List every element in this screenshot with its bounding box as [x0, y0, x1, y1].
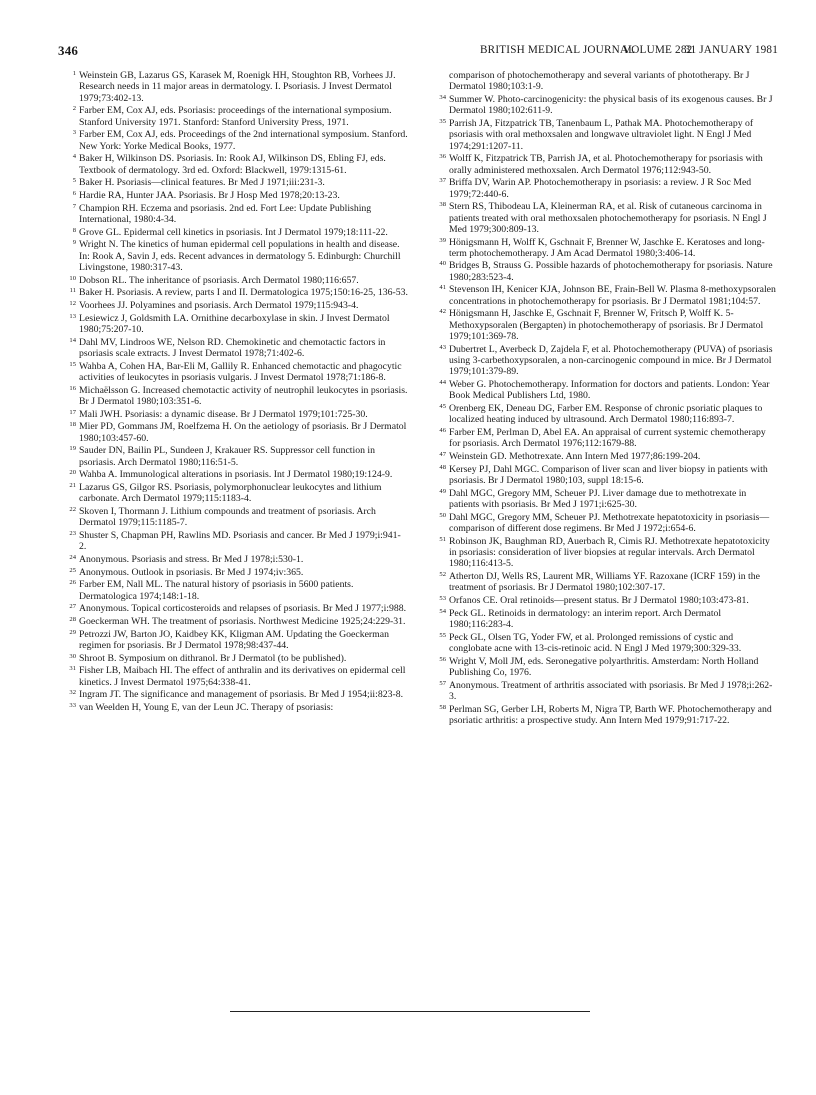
reference-text: Wolff K, Fitzpatrick TB, Parrish JA, et al. Photochemotherapy for psoriasis with orally administered methoxsalen. Arch Dermatol 1976;112:943-50. — [449, 153, 763, 176]
reference-item — [428, 94, 778, 117]
reference-number: 24 — [69, 553, 76, 561]
reference-text: Hardie RA, Hunter JAA. Psoriasis. Br J Hosp Med 1978;20:13-23. — [79, 189, 340, 201]
reference-number: 10 — [69, 274, 76, 282]
reference-item — [58, 239, 408, 273]
reference-number: 46 — [439, 426, 446, 434]
reference-text: Shroot B. Symposium on dithranol. Br J Dermatol (to be published). — [79, 652, 347, 664]
reference-text: Baker H, Wilkinson DS. Psoriasis. In: Rook AJ, Wilkinson DS, Ebling FJ, eds. Textbook of dermatology. 3rd ed. Oxford: Blackwell, 1979:1315-61. — [79, 153, 386, 176]
reference-item — [428, 512, 778, 535]
reference-number: 33 — [69, 701, 76, 709]
reference-number: 32 — [69, 689, 76, 697]
reference-item — [58, 300, 408, 311]
reference-text: Wahba A, Cohen HA, Bar-Eli M, Gallily R. Enhanced chemotactic and phagocytic activities of leukocytes in psoriasis vulgaris. J Invest Dermatol 1978;71:186-8. — [79, 360, 402, 383]
reference-item — [58, 421, 408, 444]
reference-item — [428, 680, 778, 703]
reference-item — [58, 129, 408, 152]
reference-item — [58, 603, 408, 614]
reference-item — [428, 427, 778, 450]
reference-text: Dahl MV, Lindroos WE, Nelson RD. Chemokinetic and chemotactic factors in psoriasis scale extracts. J Invest Dermatol 1978;71:402-6. — [79, 336, 386, 359]
reference-number: 35 — [439, 117, 446, 125]
reference-item — [58, 653, 408, 664]
reference-item — [428, 177, 778, 200]
reference-number: 58 — [439, 703, 446, 711]
reference-text: Anonymous. Psoriasis and stress. Br Med J 1978;i:530-1. — [79, 553, 304, 565]
reference-item — [428, 284, 778, 307]
reference-item — [58, 554, 408, 565]
reference-text: Baker H. Psoriasis. A review, parts I and II. Dermatologica 1975;150:16-25, 136-53. — [79, 287, 408, 299]
reference-item — [58, 361, 408, 384]
reference-item — [58, 579, 408, 602]
reference-number: 9 — [72, 239, 76, 247]
reference-text: Lazarus GS, Gilgor RS. Psoriasis, polymorphonuclear leukocytes and lithium carbonate. Arch Dermatol 1979;115:1183-4. — [79, 481, 382, 505]
reference-text: Weinstein GB, Lazarus GS, Karasek M, Roenigk HH, Stoughton RB, Vorhees JJ. Research needs in 11 major areas in dermatology. I. Psoriasis. J Invest Dermatol 1979;73:402-13. — [79, 70, 396, 104]
reference-text: Goeckerman WH. The treatment of psoriasis. Northwest Medicine 1925;24:229-31. — [79, 615, 406, 627]
reference-number: 19 — [69, 445, 76, 453]
reference-number: 47 — [439, 450, 446, 458]
reference-number: 31 — [69, 665, 76, 673]
reference-text: Kersey PJ, Dahl MGC. Comparison of liver scan and liver biopsy in patients with psoriasis. Br J Dermatol 1980;103, suppl 18:15-6. — [449, 463, 768, 486]
reference-item — [58, 227, 408, 238]
reference-item — [58, 105, 408, 128]
reference-text: Peck GL, Olsen TG, Yoder FW, et al. Prolonged remissions of cystic and conglobate acne with 13-cis-retinoic acid. N Engl J Med 1979;300:329-33. — [449, 631, 742, 654]
reference-text: Peck GL. Retinoids in dermatology: an interim report. Arch Dermatol 1980;116:283-4. — [449, 607, 722, 630]
reference-text: Sauder DN, Bailin PL, Sundeen J, Krakauer RS. Suppressor cell function in psoriasis. Arch Dermatol 1980;116:51-5. — [79, 445, 375, 468]
reference-item — [428, 536, 778, 570]
reference-number: 18 — [69, 421, 76, 429]
issue-date: 31 JANUARY 1981 — [684, 44, 778, 56]
reference-number: 51 — [439, 535, 446, 543]
reference-number: 42 — [439, 308, 446, 316]
reference-text: Grove GL. Epidermal cell kinetics in psoriasis. Int J Dermatol 1979;18:111-22. — [79, 226, 388, 238]
reference-item — [428, 237, 778, 260]
end-rule — [230, 1011, 590, 1012]
reference-text: Shuster S, Chapman PH, Rawlins MD. Psoriasis and cancer. Br Med J 1979;i:941-2. — [79, 529, 401, 553]
reference-item — [58, 385, 408, 408]
reference-text: Champion RH. Eczema and psoriasis. 2nd ed. Fort Lee: Update Publishing International, 1980:4-34. — [79, 202, 372, 225]
reference-number: 40 — [439, 260, 446, 268]
reference-text: Bridges B, Strauss G. Possible hazards of photochemotherapy for psoriasis. Nature 1980;283:523-4. — [449, 260, 773, 283]
reference-text: Perlman SG, Gerber LH, Roberts M, Nigra TP, Barth WF. Photochemotherapy and psoriatic arthritis: a prospective study. Ann Intern Med 1979;91:717-22. — [449, 703, 772, 726]
reference-text: Wright V, Moll JM, eds. Seronegative polyarthritis. Amsterdam: North Holland Publishing Co, 1976. — [449, 655, 759, 678]
reference-item — [58, 530, 408, 553]
reference-text: comparison of photochemotherapy and several variants of phototherapy. Br J Dermatol 1980;103:1-9. — [449, 70, 750, 93]
reference-number: 14 — [69, 336, 76, 344]
reference-text: Orfanos CE. Oral retinoids—present status. Br J Dermatol 1980;103:473-81. — [449, 594, 749, 606]
reference-item — [58, 203, 408, 226]
reference-number: 12 — [69, 299, 76, 307]
reference-text: Voorhees JJ. Polyamines and psoriasis. Arch Dermatol 1979;115:943-4. — [79, 299, 359, 311]
reference-number: 36 — [439, 153, 446, 161]
reference-text: Briffa DV, Warin AP. Photochemotherapy in psoriasis: a review. J R Soc Med 1979;72:440-6. — [449, 177, 752, 200]
reference-item — [58, 153, 408, 176]
reference-number: 37 — [439, 177, 446, 185]
reference-text: Dobson RL. The inheritance of psoriasis. Arch Dermatol 1980;116:657. — [79, 274, 359, 286]
reference-text: Farber EM, Perlman D, Abel EA. An appraisal of current systemic chemotherapy for psoriasis. Arch Dermatol 1976;112:1679-88. — [449, 426, 766, 450]
reference-text: Farber EM, Cox AJ, eds. Psoriasis: proceedings of the international symposium. Stanford University 1971. Stanford: Stanford University Press, 1971. — [79, 105, 392, 128]
journal-title: BRITISH MEDICAL JOURNAL — [480, 44, 636, 56]
reference-item — [58, 70, 408, 104]
reference-text: Weinstein GD. Methotrexate. Ann Intern Med 1977;86:199-204. — [449, 450, 701, 462]
reference-number: 4 — [72, 153, 76, 161]
reference-number: 21 — [69, 481, 76, 489]
reference-text: Anonymous. Topical corticosteroids and relapses of psoriasis. Br Med J 1977;i:988. — [79, 603, 407, 615]
reference-item — [58, 482, 408, 505]
reference-number: 5 — [72, 177, 76, 185]
reference-item — [58, 177, 408, 188]
reference-item — [58, 275, 408, 286]
reference-number: 28 — [69, 615, 76, 623]
reference-number: 27 — [69, 603, 76, 611]
reference-number: 26 — [69, 579, 76, 587]
reference-item — [428, 153, 778, 176]
reference-item — [58, 445, 408, 468]
reference-text: Michaëlsson G. Increased chemotactic activity of neutrophil leukocytes in psoriasis. Br J Dermatol 1980;103:351-6. — [79, 384, 408, 407]
reference-item — [428, 656, 778, 679]
reference-item — [58, 702, 408, 713]
reference-item — [428, 201, 778, 235]
reference-number: 52 — [439, 570, 446, 578]
reference-item — [428, 595, 778, 606]
reference-item — [58, 287, 408, 298]
reference-number: 16 — [69, 384, 76, 392]
reference-item — [428, 488, 778, 511]
reference-item — [428, 308, 778, 342]
reference-item — [58, 629, 408, 652]
reference-number: 53 — [439, 594, 446, 602]
reference-number: 50 — [439, 511, 446, 519]
reference-text: Anonymous. Outlook in psoriasis. Br Med J 1974;iv:365. — [79, 566, 304, 578]
reference-number: 25 — [69, 566, 76, 574]
reference-item — [428, 632, 778, 655]
reference-item — [58, 506, 408, 529]
reference-number: 29 — [69, 628, 76, 636]
reference-item — [428, 571, 778, 594]
reference-number: 48 — [439, 463, 446, 471]
reference-item — [428, 379, 778, 402]
reference-number: 38 — [439, 201, 446, 209]
reference-text: van Weelden H, Young E, van der Leun JC. Therapy of psoriasis: — [79, 701, 334, 713]
reference-text: Wahba A. Immunological alterations in psoriasis. Int J Dermatol 1980;19:124-9. — [79, 469, 393, 481]
reference-text: Summer W. Photo-carcinogenicity: the physical basis of its exogenous causes. Br J Dermatol 1980;102:611-9. — [449, 93, 773, 117]
reference-text: Dubertret L, Averbeck D, Zajdela F, et al. Photochemotherapy (PUVA) of psoriasis using 3-carbethoxypsoralen, a non-carcinogenic compound in mice. Br J Dermatol 1979;101:379-89. — [449, 343, 773, 378]
reference-text: Fisher LB, Maibach HI. The effect of anthralin and its derivatives on epidermal cell kinetics. J Invest Dermatol 1975;64:338-41. — [79, 665, 406, 688]
reference-text: Hönigsmann H, Jaschke E, Gschnait F, Brenner W, Fritsch P, Wolff K. 5-Methoxypsoralen (Bergapten) in photochemotherapy of psoriasis. Br J Dermatol 1979;101:369-78. — [449, 308, 764, 343]
reference-number: 13 — [69, 312, 76, 320]
reference-text: Hönigsmann H, Wolff K, Gschnait F, Brenner W, Jaschke E. Keratoses and long-term photochemotherapy. J Am Acad Dermatol 1980;3:406-14. — [449, 236, 765, 259]
reference-text: Parrish JA, Fitzpatrick TB, Tanenbaum L, Pathak MA. Photochemotherapy of psoriasis with oral methoxsalen and longwave ultraviolet light. N Engl J Med 1974;291:1207-11. — [449, 117, 754, 152]
reference-number: 45 — [439, 403, 446, 410]
reference-text: Anonymous. Treatment of arthritis associated with psoriasis. Br Med J 1978;i:262-3. — [449, 679, 773, 702]
reference-text: Farber EM, Cox AJ, eds. Proceedings of the 2nd international symposium. Stanford. New York: Yorke Medical Books, 1977. — [79, 129, 408, 152]
reference-text: Stevenson IH, Kenicer KJA, Johnson BE, Frain-Bell W. Plasma 8-methoxypsoralen concentrations in photochemotherapy for psoriasis. Br J Dermatol 1981;104:57. — [449, 284, 776, 307]
reference-item — [428, 464, 778, 487]
reference-number: 30 — [69, 652, 76, 660]
running-header — [58, 44, 778, 60]
reference-number: 34 — [439, 93, 446, 101]
reference-number: 22 — [69, 505, 76, 513]
reference-number: 56 — [439, 655, 446, 663]
reference-item — [58, 616, 408, 627]
page-number: 346 — [58, 43, 79, 58]
reference-text: Orenberg EK, Deneau DG, Farber EM. Response of chronic psoriatic plaques to localized heating induced by ultrasound. Arch Dermatol 1980;116:893-7. — [449, 403, 763, 426]
reference-number: 17 — [69, 408, 76, 416]
reference-text: Robinson JK, Baughman RD, Auerbach R, Cimis RJ. Methotrexate hepatotoxicity in psoriasis: consideration of liver biopsies at regular intervals. Arch Dermatol 1980;116:413-5. — [449, 535, 770, 570]
reference-number: 20 — [69, 469, 76, 477]
reference-number: 2 — [72, 105, 76, 113]
reference-item — [428, 70, 778, 93]
reference-text: Stern RS, Thibodeau LA, Kleinerman RA, et al. Risk of cutaneous carcinoma in patients treated with oral methoxsalen photochemotherapy for psoriasis. N Engl J Med 1979;300:809-13. — [449, 201, 767, 235]
reference-item — [58, 337, 408, 360]
reference-item — [428, 260, 778, 283]
reference-text: Farber EM, Nall ML. The natural history of psoriasis in 5600 patients. Dermatologica 1974;148:1-18. — [79, 579, 354, 602]
reference-text: Skoven I, Thormann J. Lithium compounds and treatment of psoriasis. Arch Dermatol 1979;115:1185-7. — [79, 505, 376, 529]
reference-number: 7 — [72, 202, 76, 210]
reference-column-right — [428, 70, 778, 727]
reference-item — [428, 344, 778, 378]
reference-number: 43 — [439, 343, 446, 351]
reference-number: 1 — [72, 70, 76, 77]
reference-number: 6 — [72, 189, 76, 197]
reference-item — [58, 313, 408, 336]
reference-item — [428, 704, 778, 727]
reference-item — [58, 689, 408, 700]
reference-text: Lesiewicz J, Goldsmith LA. Ornithine decarboxylase in skin. J Invest Dermatol 1980;75:207-10. — [79, 312, 390, 335]
reference-item — [428, 451, 778, 462]
volume: VOLUME 282 — [623, 44, 693, 56]
reference-number: 39 — [439, 236, 446, 244]
reference-number: 57 — [439, 679, 446, 687]
reference-item — [428, 608, 778, 631]
reference-text: Dahl MGC, Gregory MM, Scheuer PJ. Liver damage due to methotrexate in patients with psoriasis. Br Med J 1971;i:625-30. — [449, 487, 747, 510]
reference-number: 54 — [439, 607, 446, 615]
reference-item — [58, 190, 408, 201]
reference-column-left — [58, 70, 408, 715]
reference-item — [58, 409, 408, 420]
reference-number: 44 — [439, 379, 446, 387]
reference-number: 8 — [72, 226, 76, 234]
reference-item — [428, 118, 778, 152]
reference-number: 15 — [69, 360, 76, 368]
reference-item — [58, 469, 408, 480]
reference-text: Mali JWH. Psoriasis: a dynamic disease. Br J Dermatol 1979;101:725-30. — [79, 408, 368, 420]
reference-text: Wright N. The kinetics of human epidermal cell populations in health and disease. In: Rook A, Savin J, eds. Recent advances in dermatology 5. Edinburgh: Churchill Livingstone, 1980:317-43. — [79, 239, 401, 273]
reference-number: 11 — [69, 287, 76, 295]
reference-number: 23 — [69, 529, 76, 537]
reference-item — [58, 567, 408, 578]
reference-text: Dahl MGC, Gregory MM, Scheuer PJ. Methotrexate hepatotoxicity in psoriasis—comparison of different dose regimens. Br Med J 1972;i:654-6. — [449, 511, 770, 534]
reference-text: Petrozzi JW, Barton JO, Kaidbey KK, Kligman AM. Updating the Goeckerman regimen for psoriasis. Br J Dermatol 1978;98:437-44. — [79, 628, 389, 651]
reference-number: 41 — [439, 284, 446, 292]
reference-number: 3 — [72, 129, 76, 137]
reference-text: Ingram JT. The significance and management of psoriasis. Br Med J 1954;ii:823-8. — [79, 689, 404, 701]
reference-text: Atherton DJ, Wells RS, Laurent MR, Williams YF. Razoxane (ICRF 159) in the treatment of psoriasis. Br J Dermatol 1980;102:307-17. — [449, 570, 760, 594]
reference-number: 49 — [439, 487, 446, 495]
reference-text: Baker H. Psoriasis—clinical features. Br Med J 1971;iii:231-3. — [79, 177, 325, 189]
reference-item — [58, 665, 408, 688]
reference-number: 55 — [439, 631, 446, 639]
reference-item — [428, 403, 778, 426]
reference-text: Weber G. Photochemotherapy. Information for doctors and patients. London: Year Book Medical Publishers Ltd, 1980. — [449, 379, 770, 402]
reference-text: Mier PD, Gommans JM, Roelfzema H. On the aetiology of psoriasis. Br J Dermatol 1980;103:457-60. — [79, 421, 407, 444]
